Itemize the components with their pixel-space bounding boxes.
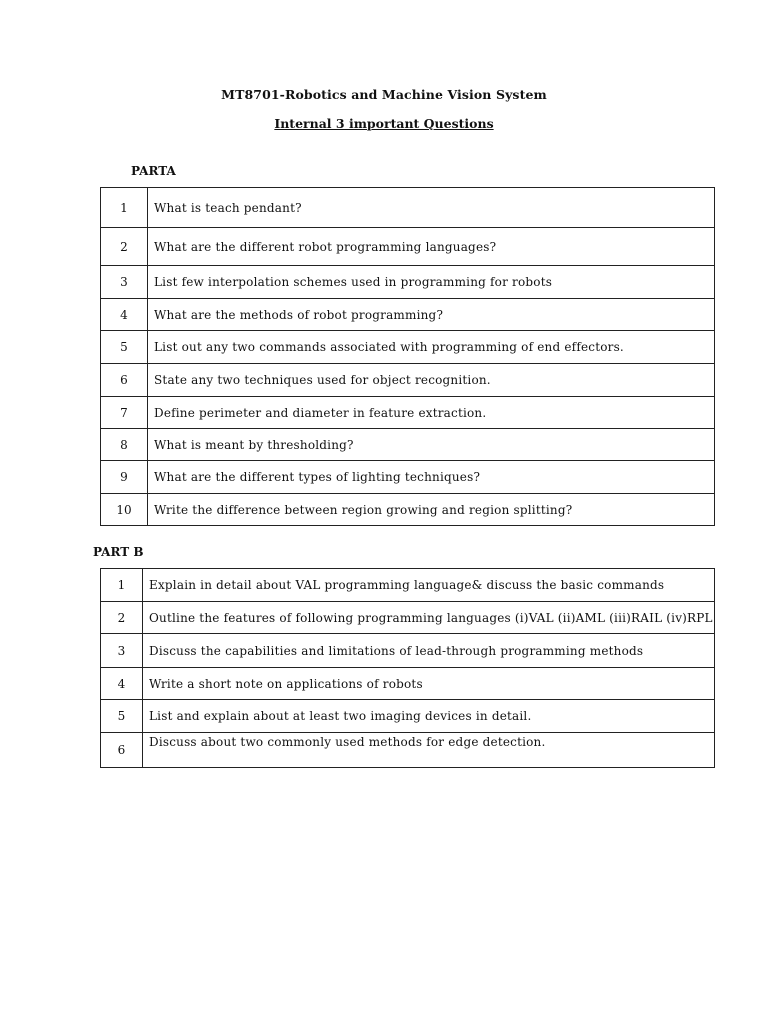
table-row <box>101 733 715 768</box>
question-number: 5 <box>101 700 143 733</box>
question-text: Explain in detail about VAL programming language& discuss the basic commands <box>143 569 715 602</box>
question-text: Write a short note on applications of robots <box>143 668 715 700</box>
question-text: List few interpolation schemes used in programming for robots <box>148 266 715 299</box>
question-number: 3 <box>101 634 143 668</box>
question-number: 5 <box>101 331 148 364</box>
question-text: Discuss about two commonly used methods for edge detection. <box>143 733 715 768</box>
question-number: 8 <box>101 429 148 461</box>
part-a-table <box>100 187 715 526</box>
document-title: MT8701-Robotics and Machine Vision System <box>221 87 547 102</box>
question-number: 3 <box>101 266 148 299</box>
table-row <box>101 668 715 700</box>
question-number: 4 <box>101 299 148 331</box>
question-number: 2 <box>101 602 143 634</box>
question-text: What is meant by thresholding? <box>148 429 715 461</box>
table-row <box>101 569 715 602</box>
table-row <box>101 397 715 429</box>
question-number: 6 <box>101 733 143 768</box>
part-a-heading: PARTA <box>131 164 176 178</box>
table-row <box>101 364 715 397</box>
question-text: What are the different robot programming languages? <box>148 228 715 266</box>
table-row <box>101 228 715 266</box>
table-row <box>101 461 715 494</box>
table-row <box>101 700 715 733</box>
question-number: 2 <box>101 228 148 266</box>
question-text: What are the different types of lighting techniques? <box>148 461 715 494</box>
table-row <box>101 299 715 331</box>
question-number: 6 <box>101 364 148 397</box>
question-text: What are the methods of robot programming? <box>148 299 715 331</box>
question-number: 7 <box>101 397 148 429</box>
table-row <box>101 266 715 299</box>
document-subtitle: Internal 3 important Questions <box>274 116 494 131</box>
question-number: 4 <box>101 668 143 700</box>
table-row <box>101 602 715 634</box>
question-text: Discuss the capabilities and limitations of lead-through programming methods <box>143 634 715 668</box>
question-number: 1 <box>101 188 148 228</box>
question-number: 10 <box>101 494 148 526</box>
question-text: State any two techniques used for object recognition. <box>148 364 715 397</box>
table-row <box>101 494 715 526</box>
question-text: List out any two commands associated with programming of end effectors. <box>148 331 715 364</box>
table-row <box>101 634 715 668</box>
question-text: Define perimeter and diameter in feature extraction. <box>148 397 715 429</box>
part-b-heading: PART B <box>93 545 144 559</box>
question-number: 9 <box>101 461 148 494</box>
question-number: 1 <box>101 569 143 602</box>
table-row <box>101 188 715 228</box>
table-row <box>101 429 715 461</box>
question-text: Outline the features of following programming languages (i)VAL (ii)AML (iii)RAIL (iv)RPL <box>143 602 715 634</box>
table-row <box>101 331 715 364</box>
question-text: What is teach pendant? <box>148 188 715 228</box>
question-text: List and explain about at least two imaging devices in detail. <box>143 700 715 733</box>
part-b-table <box>100 568 715 768</box>
question-text: Write the difference between region growing and region splitting? <box>148 494 715 526</box>
